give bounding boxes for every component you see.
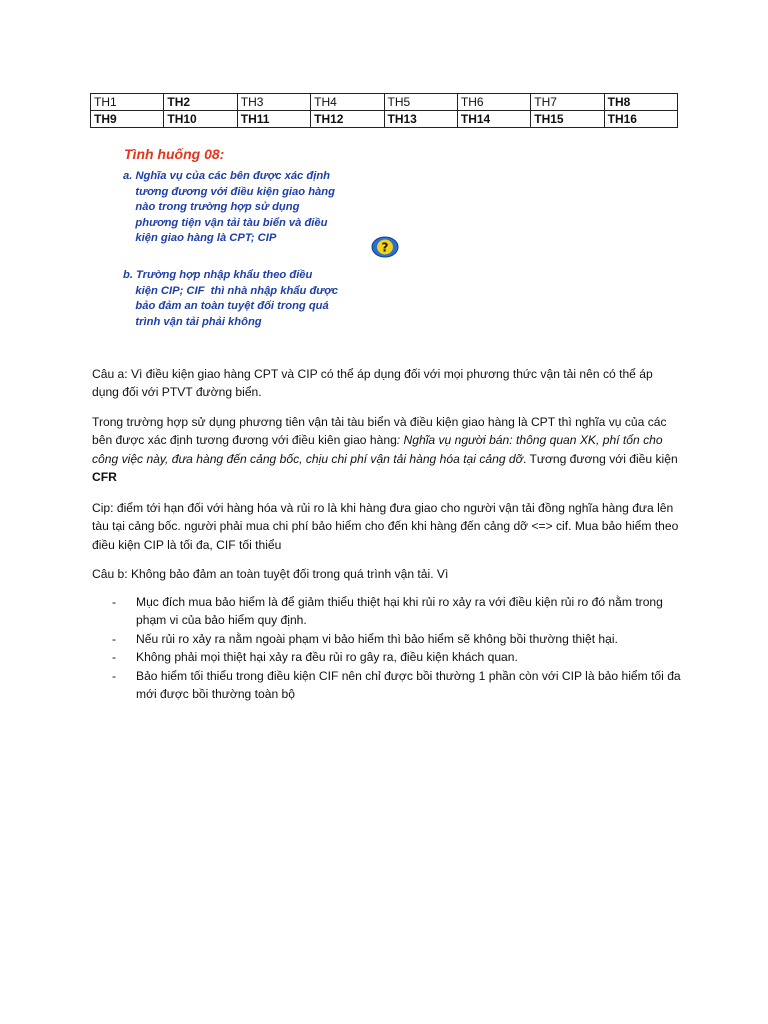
table-row bbox=[91, 94, 678, 111]
svg-text:?: ? bbox=[381, 240, 389, 255]
table-cell: TH4 bbox=[311, 94, 384, 111]
bold-term: CFR bbox=[92, 470, 117, 485]
table-cell: TH9 bbox=[91, 111, 164, 128]
list-item-text: Không phải mọi thiệt hại xảy ra đều rủi ro gây ra, điều kiện khách quan. bbox=[136, 650, 518, 665]
table-row bbox=[91, 111, 678, 128]
list-item-text: Nếu rủi ro xảy ra nằm ngoài phạm vi bảo hiểm thì bảo hiểm sẽ không bồi thường thiệt hại. bbox=[136, 631, 618, 646]
italic-text: : Nghĩa vụ người bán: thông quan XK, phí tổn cho công việc này, đưa hàng đến cảng bốc, chịu chi phí vận tải hàng hóa tại cảng dỡ bbox=[92, 433, 663, 466]
table-cell: TH13 bbox=[384, 111, 457, 128]
list-item bbox=[92, 630, 682, 648]
bullet-dash: - bbox=[112, 668, 117, 683]
list-item bbox=[92, 667, 682, 704]
obligation-paragraph bbox=[92, 413, 682, 487]
table-cell: TH15 bbox=[531, 111, 604, 128]
image-question-a: a. Nghĩa vụ của các bên được xác định tương đương với điều kiện giao hàng nào trong trường hợp sử dụng phương tiện vận tải tàu biển và điều kiện giao hàng là CPT; CIP bbox=[123, 170, 335, 245]
table-cell: TH10 bbox=[164, 111, 237, 128]
table-cell: TH5 bbox=[384, 94, 457, 111]
list-item-text: Mục đích mua bảo hiểm là để giảm thiểu thiệt hại khi rủi ro xảy ra với điều kiện rủi ro đó nằm trong phạm vi của bảo hiểm quy định. bbox=[136, 595, 663, 628]
table-cell: TH14 bbox=[457, 111, 530, 128]
list-item-text: Bảo hiểm tối thiểu trong điều kiện CIF nên chỉ được bồi thường 1 phần còn với CIP là bảo hiểm tối đa mới được bồi thường toàn bộ bbox=[136, 668, 681, 702]
table-cell: TH3 bbox=[237, 94, 310, 111]
table-cell: TH6 bbox=[457, 94, 530, 111]
paragraph-text: Trong trường hợp sử dụng phương tiên vận tải tàu biển và điều kiện giao hàng là CPT thì nghĩa vụ của các bên được xác định tương đương với điều kiên giao hàng bbox=[92, 415, 667, 448]
cip-paragraph: Cip: điểm tới hạn đối với hàng hóa và rủi ro là khi hàng đưa giao cho người vận tải đồng nghĩa hàng đưa lên tàu tại cảng bốc. người phải mua chi phí bảo hiểm cho đến khi hàng đến cảng dỡ <=> cif. Mua bảo hiểm theo điều kiện CIP là tối đa, CIF tối thiểu bbox=[92, 501, 679, 552]
table-cell: TH7 bbox=[531, 94, 604, 111]
image-question-b: b. Trường hợp nhập khẩu theo điều kiện CIP; CIF thì nhà nhập khẩu được bảo đảm an toàn tuyệt đối trong quá trình vận tải phải không bbox=[123, 269, 339, 328]
question-icon bbox=[371, 236, 399, 258]
table-cell: TH12 bbox=[311, 111, 384, 128]
table-cell: TH8 bbox=[604, 94, 677, 111]
bullet-dash: - bbox=[112, 650, 117, 665]
bullet-dash: - bbox=[112, 631, 117, 646]
table-cell: TH11 bbox=[237, 111, 310, 128]
answer-b-paragraph: Câu b: Không bảo đảm an toàn tuyệt đối trong quá trình vận tải. Vì bbox=[92, 567, 449, 581]
table-cell: TH1 bbox=[91, 94, 164, 111]
paragraph-text: . Tương đương với điều kiện bbox=[522, 451, 678, 466]
list-item bbox=[92, 593, 682, 630]
case-study-image bbox=[118, 142, 400, 335]
case-index-table bbox=[90, 93, 678, 128]
bullet-dash: - bbox=[112, 595, 117, 609]
table-cell: TH2 bbox=[164, 94, 237, 111]
image-title: Tình huống 08: bbox=[124, 146, 225, 162]
table-cell: TH16 bbox=[604, 111, 677, 128]
list-item bbox=[92, 648, 682, 666]
reason-list bbox=[92, 593, 682, 703]
answer-a-paragraph: Câu a: Vì điều kiện giao hàng CPT và CIP có thể áp dụng đối với mọi phương thức vận tải nên có thể áp dụng đối với PTVT đường biển. bbox=[92, 367, 653, 400]
